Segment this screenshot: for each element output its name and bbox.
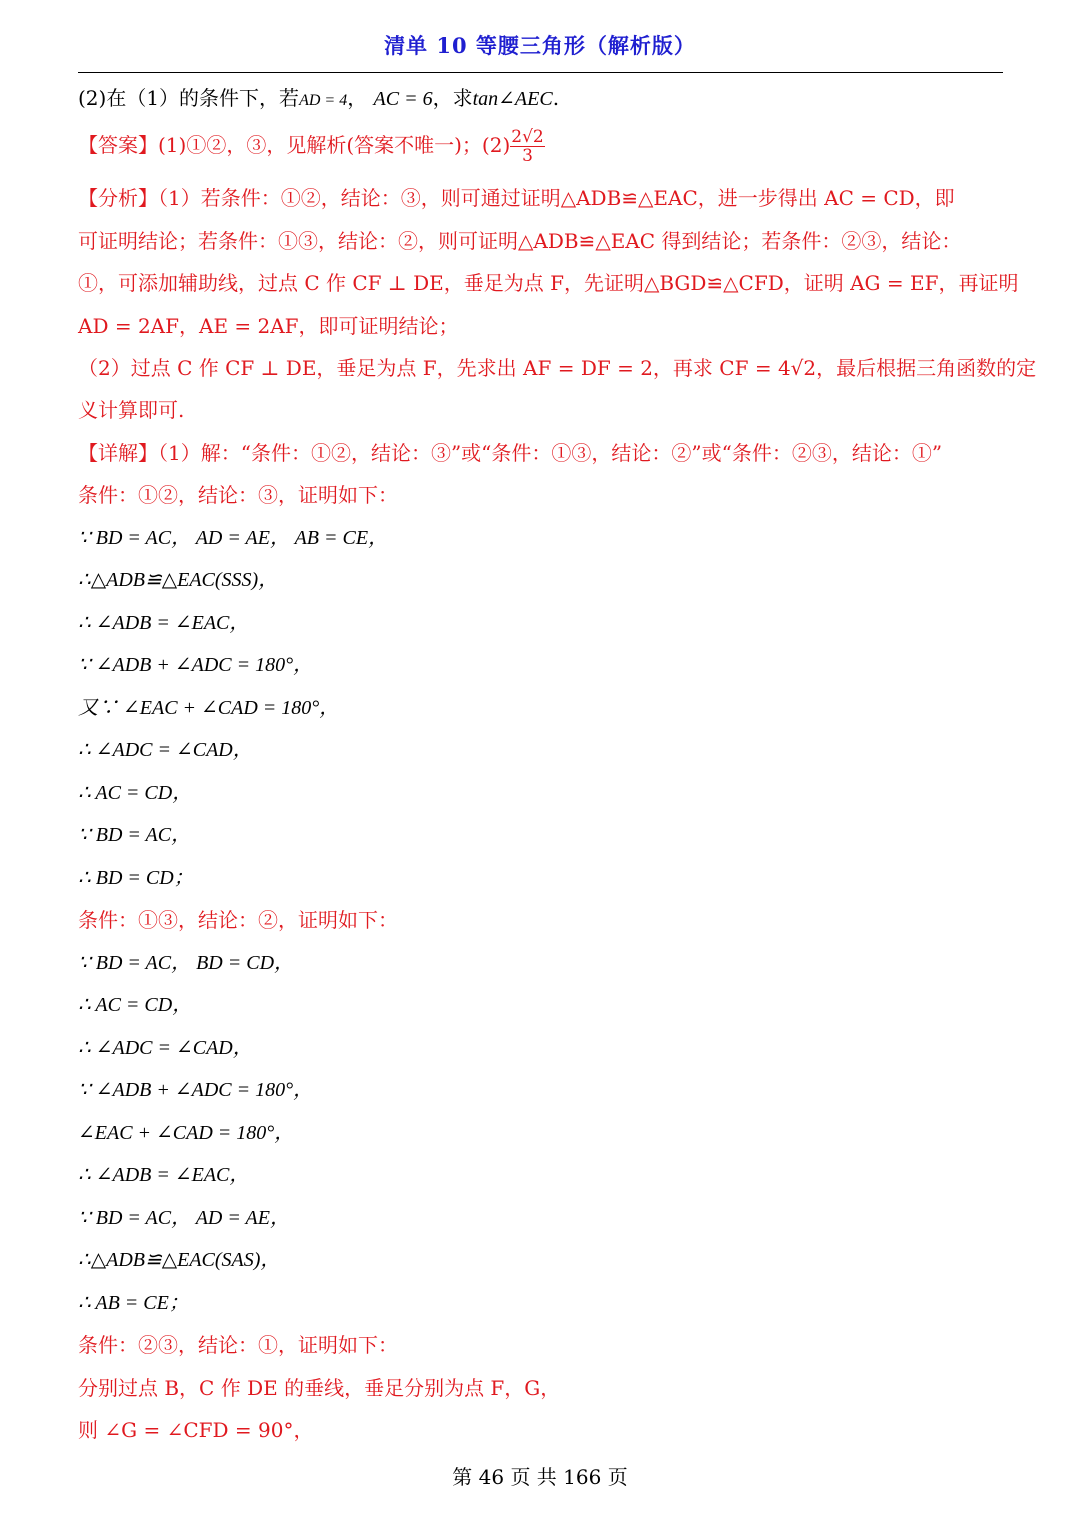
question-2-target: tan∠AEC	[472, 88, 553, 110]
case-1-step: ∴ BD = CD；	[78, 867, 194, 889]
answer-line	[78, 128, 545, 165]
question-2-mid: ，求	[432, 86, 473, 110]
analysis-line-5: （2）过点 C 作 CF ⊥ DE，垂足为点 F，先求出 AF = DF = 2，再求 CF = 4√2，最后根据三角函数的定	[78, 356, 1037, 380]
case-2-step: ∠EAC + ∠CAD = 180°，	[78, 1122, 295, 1144]
header-divider	[78, 72, 1003, 73]
case-1-title: 条件：①②，结论：③，证明如下：	[78, 483, 398, 507]
detail-intro: 【详解】（1）解：“条件：①②，结论：③”或“条件：①③，结论：②”或“条件：②③，结论：①”	[78, 441, 943, 465]
case-3-step: 则 ∠G = ∠CFD = 90°，	[78, 1418, 314, 1442]
question-2-prefix: (2)在（1）的条件下，若	[78, 86, 300, 110]
page-number-footer: 第 46 页 共 166 页	[452, 1465, 628, 1489]
case-3-step: 分别过点 B，C 作 DE 的垂线，垂足分别为点 F，G，	[78, 1376, 561, 1400]
case-1-step: ∵ BD = AC，	[78, 824, 192, 846]
analysis-line-3: ①，可添加辅助线，过点 C 作 CF ⊥ DE，垂足为点 F，先证明△BGD≌△CFD，证明 AG = EF，再证明	[78, 271, 1019, 295]
case-3-title: 条件：②③，结论：①，证明如下：	[78, 1333, 398, 1357]
question-2-sep: ，	[347, 86, 368, 110]
case-1-step: ∴ AC = CD，	[78, 782, 193, 804]
case-2-step: ∴ AB = CE；	[78, 1292, 189, 1314]
case-1-step: ∴△ADB≌△EAC(SSS)，	[78, 569, 279, 591]
case-1-step: ∴ ∠ADB = ∠EAC，	[78, 612, 250, 634]
case-2-step: ∴ AC = CD，	[78, 994, 193, 1016]
question-2-end: .	[552, 86, 560, 110]
analysis-line-1: 【分析】（1）若条件：①②，结论：③，则可通过证明△ADB≌△EAC，进一步得出 AC = CD，即	[78, 186, 955, 210]
answer-fraction-numerator: 2√2	[511, 127, 544, 147]
case-2-step: ∴△ADB≌△EAC(SAS)，	[78, 1249, 281, 1271]
answer-text: 【答案】(1)①②，③，见解析(答案不唯一)；(2)	[78, 133, 511, 157]
analysis-line-2: 可证明结论；若条件：①③，结论：②，则可证明△ADB≌△EAC 得到结论；若条件：②③，结论：	[78, 229, 962, 253]
case-2-title: 条件：①③，结论：②，证明如下：	[78, 908, 398, 932]
case-2-step: ∵ BD = AC， BD = CD，	[78, 952, 295, 974]
question-2-condition-ad: AD = 4	[299, 92, 348, 109]
case-1-step: 又∵ ∠EAC + ∠CAD = 180°，	[78, 697, 340, 719]
answer-fraction-denominator: 3	[522, 146, 533, 166]
case-2-step: ∴ ∠ADB = ∠EAC，	[78, 1164, 250, 1186]
page-header-title: 清单 10 等腰三角形（解析版）	[384, 33, 696, 58]
case-1-step: ∵ BD = AC， AD = AE， AB = CE，	[78, 527, 389, 549]
question-2-condition-ac: AC = 6	[373, 88, 433, 110]
answer-fraction	[510, 128, 544, 165]
case-2-step: ∵ ∠ADB + ∠ADC = 180°，	[78, 1079, 314, 1101]
case-1-step: ∴ ∠ADC = ∠CAD，	[78, 739, 253, 761]
analysis-line-6: 义计算即可.	[78, 398, 185, 422]
analysis-line-4: AD = 2AF，AE = 2AF，即可证明结论；	[78, 314, 459, 338]
case-2-step: ∵ BD = AC， AD = AE，	[78, 1207, 290, 1229]
case-2-step: ∴ ∠ADC = ∠CAD，	[78, 1037, 253, 1059]
case-1-step: ∵ ∠ADB + ∠ADC = 180°，	[78, 654, 314, 676]
question-2	[78, 85, 559, 114]
